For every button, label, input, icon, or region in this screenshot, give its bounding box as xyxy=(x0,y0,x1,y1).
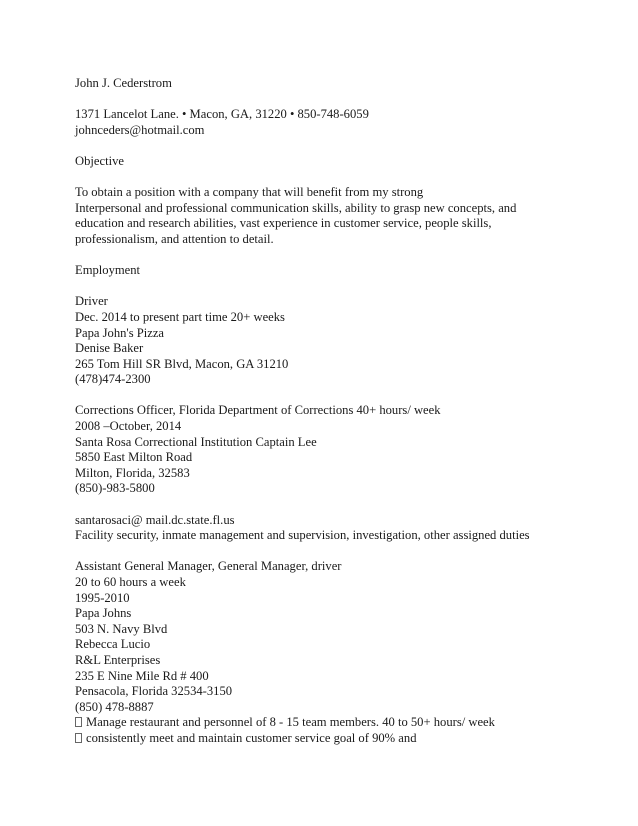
job2-dates: 2008 –October, 2014 xyxy=(75,419,182,434)
contact-email: johnceders@hotmail.com xyxy=(75,122,205,137)
job3-title: Assistant General Manager, General Manager, driver xyxy=(75,559,342,574)
spacer xyxy=(75,388,555,404)
job3-hours: 20 to 60 hours a week xyxy=(75,575,186,589)
job3-company-street: 235 E Nine Mile Rd # 400 xyxy=(75,668,209,683)
spacer xyxy=(75,138,555,154)
job3-dates: 1995-2010 xyxy=(75,590,130,605)
job1-phone: (478)474-2300 xyxy=(75,372,151,387)
objective-line: education and research abilities, vast experience in customer service, people skills, xyxy=(75,216,492,231)
job2-title: Corrections Officer, Florida Department of Corrections 40+ hours/ week xyxy=(75,403,441,418)
job3-company-city: Pensacola, Florida 32534-3150 xyxy=(75,684,233,699)
job1-dates: Dec. 2014 to present part time 20+ weeks xyxy=(75,309,285,324)
job1-contact: Denise Baker xyxy=(75,341,144,356)
job1-employer: Papa John's Pizza xyxy=(75,325,165,340)
bullet-box-icon xyxy=(75,717,82,727)
spacer xyxy=(75,92,555,108)
job2-employer: Santa Rosa Correctional Institution Captain Lee xyxy=(75,434,317,449)
objective-line: Interpersonal and professional communication skills, ability to grasp new concepts, and xyxy=(75,200,517,215)
objective-heading: Objective xyxy=(75,153,124,168)
bullet-box-icon xyxy=(75,733,82,743)
job1-title: Driver xyxy=(75,294,108,309)
job3-employer: Papa Johns xyxy=(75,606,132,621)
objective-line: To obtain a position with a company that will benefit from my strong xyxy=(75,185,424,200)
spacer xyxy=(75,544,555,560)
job2-phone: (850)-983-5800 xyxy=(75,481,155,496)
job2-street: 5850 East Milton Road xyxy=(75,450,193,465)
job3-street: 503 N. Navy Blvd xyxy=(75,621,168,636)
spacer xyxy=(75,170,555,186)
job3-bullet xyxy=(75,731,555,747)
candidate-name: John J. Cederstrom xyxy=(75,76,172,90)
spacer xyxy=(75,497,555,513)
job3-contact: Rebecca Lucio xyxy=(75,637,151,652)
job3-phone: (850) 478-8887 xyxy=(75,699,154,714)
job2-duties: Facility security, inmate management and supervision, investigation, other assigned duties xyxy=(75,528,530,543)
bullet-text: Manage restaurant and personnel of 8 - 15 team members. 40 to 50+ hours/ week xyxy=(86,715,495,730)
job2-city: Milton, Florida, 32583 xyxy=(75,465,190,480)
resume-body xyxy=(75,76,555,747)
spacer xyxy=(75,248,555,264)
job1-address: 265 Tom Hill SR Blvd, Macon, GA 31210 xyxy=(75,356,289,371)
job3-bullet xyxy=(75,715,555,731)
employment-heading: Employment xyxy=(75,263,141,278)
objective-line: professionalism, and attention to detail. xyxy=(75,231,274,246)
spacer xyxy=(75,279,555,295)
contact-address: 1371 Lancelot Lane. • Macon, GA, 31220 • 850-748-6059 xyxy=(75,107,369,122)
job2-email: santarosaci@ mail.dc.state.fl.us xyxy=(75,512,235,527)
bullet-text: consistently meet and maintain customer service goal of 90% and xyxy=(86,730,417,745)
job3-company: R&L Enterprises xyxy=(75,652,161,667)
